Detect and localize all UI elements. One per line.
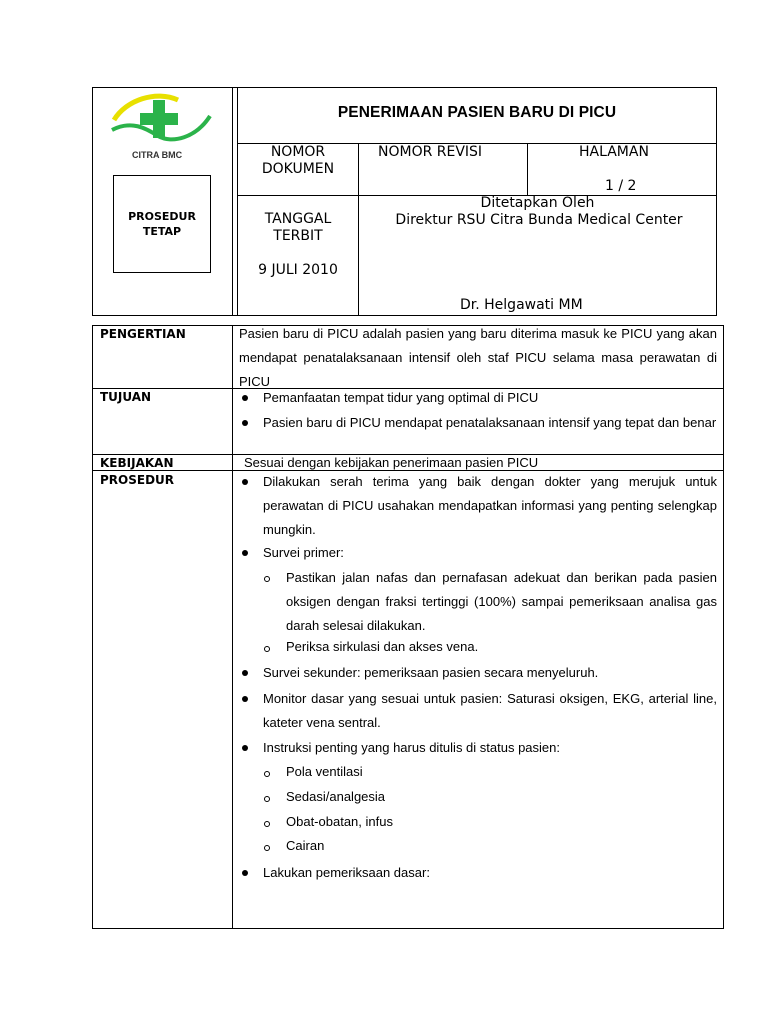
bullet-icon [242,745,248,751]
prosedur-item: Survei primer: [263,545,344,560]
prosedur-subitem: Sedasi/analgesia [286,789,386,804]
prosedur-item: Survei sekunder: pemeriksaan pasien secara menyeluruh. [263,665,599,680]
prosedur-label: PROSEDUR [100,473,175,487]
pengertian-label: PENGERTIAN [100,327,186,341]
prosedur-item: Lakukan pemeriksaan dasar: [263,865,430,880]
sub-bullet-icon [264,576,270,582]
document-title: PENERIMAAN PASIEN BARU DI PICU [337,104,617,121]
tujuan-label: TUJUAN [100,390,152,404]
sub-bullet-icon [264,771,270,777]
doc-number-label: NOMOR DOKUMEN [261,144,335,177]
issue-date-value: 9 JULI 2010 [258,262,338,278]
bullet-icon [242,395,248,401]
sub-bullet-icon [264,646,270,652]
procedure-type-box [113,175,211,273]
prosedur-item: Dilakukan serah terima yang baik dengan dokter yang merujuk untuk perawatan di PICU usahakan mendapatkan informasi yang penting selengkap mungkin. [263,474,717,537]
prosedur-subitem: Pola ventilasi [286,764,363,779]
bullet-icon [242,870,248,876]
bullet-icon [242,479,248,485]
sub-bullet-icon [264,821,270,827]
logo [106,90,216,165]
tujuan-item: Pasien baru di PICU mendapat penatalaksanaan intensif yang tepat dan benar [263,415,717,430]
approved-label: Ditetapkan Oleh [480,195,595,211]
signatory: Dr. Helgawati MM [460,297,583,313]
kebijakan-text: Sesuai dengan kebijakan penerimaan pasien PICU [244,455,539,470]
bullet-icon [242,670,248,676]
bullet-icon [242,420,248,426]
bullet-icon [242,550,248,556]
prosedur-item: Instruksi penting yang harus ditulis di status pasien: [263,740,561,755]
procedure-type-label: PROSEDUR TETAP [128,210,196,238]
prosedur-subitem: Pastikan jalan nafas dan pernafasan adekuat dan berikan pada pasien oksigen dengan fraksi tertinggi (100%) sampai pemeriksaan analisa gas darah selesai dilakukan. [286,570,717,633]
page-label: HALAMAN [579,144,649,160]
sub-bullet-icon [264,845,270,851]
prosedur-subitem: Obat-obatan, infus [286,814,393,829]
prosedur-subitem: Periksa sirkulasi dan akses vena. [286,639,479,654]
approved-by: Direktur RSU Citra Bunda Medical Center [395,212,683,228]
issue-date-label: TANGGAL TERBIT [264,211,332,244]
pengertian-text: Pasien baru di PICU adalah pasien yang baru diterima masuk ke PICU yang akan mendapat penatalaksanaan intensif oleh staf PICU selama masa perawatan di PICU [239,326,717,389]
prosedur-subitem: Cairan [286,838,325,853]
kebijakan-label: KEBIJAKAN [100,456,174,470]
logo-text: CITRA BMC [132,150,183,160]
tujuan-item: Pemanfaatan tempat tidur yang optimal di PICU [263,390,539,405]
prosedur-item: Monitor dasar yang sesuai untuk pasien: Saturasi oksigen, EKG, arterial line, kateter vena sentral. [263,691,717,730]
bullet-icon [242,696,248,702]
page-value: 1 / 2 [605,178,637,194]
revision-label: NOMOR REVISI [378,144,483,160]
sub-bullet-icon [264,796,270,802]
